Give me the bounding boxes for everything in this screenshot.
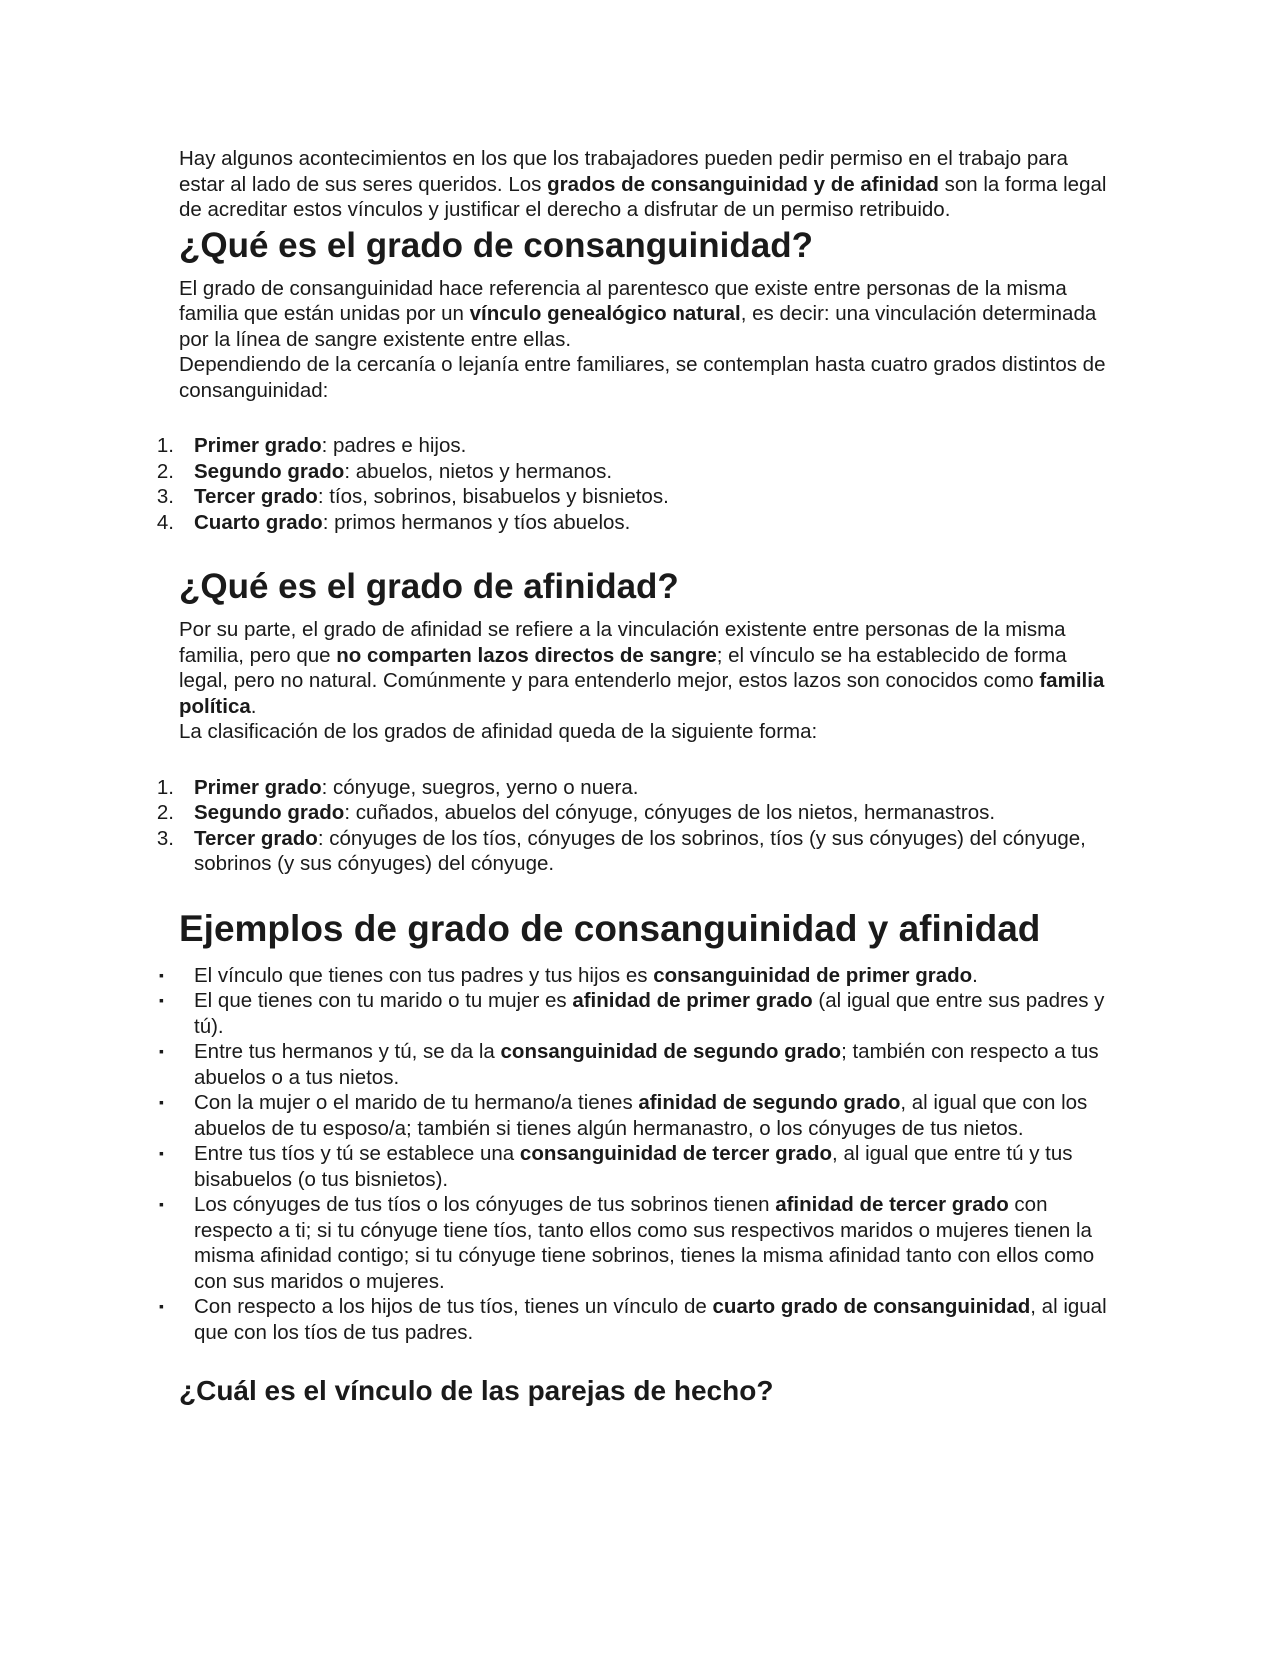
heading-parejas-de-hecho: ¿Cuál es el vínculo de las parejas de hecho? xyxy=(179,1375,774,1406)
square-bullet-icon: ▪ xyxy=(159,1043,164,1059)
list-item: 4. Cuarto grado: primos hermanos y tíos abuelos. xyxy=(156,510,631,534)
square-bullet-icon: ▪ xyxy=(159,1094,164,1110)
list-item: 1. Primer grado: padres e hijos. xyxy=(156,434,467,457)
document-body xyxy=(156,146,1109,1409)
list-item: 2. Segundo grado: cuñados, abuelos del cónyuge, cónyuges de los nietos, hermanastros. xyxy=(156,801,996,824)
list-item: 2. Segundo grado: abuelos, nietos y hermanos. xyxy=(156,459,613,483)
heading-consanguinidad: ¿Qué es el grado de consanguinidad? xyxy=(179,225,813,265)
square-bullet-icon: ▪ xyxy=(159,1298,164,1314)
list-item: ▪ Con respecto a los hijos de tus tíos, tienes un vínculo de cuarto grado de consanguinidad, al igual que con los tíos de tus padres. xyxy=(159,1295,1107,1344)
list-item: 3. Tercer grado: cónyuges de los tíos, cónyuges de los sobrinos, tíos (y sus cónyuges) del cónyuge, sobrinos (y sus cónyuges) del cónyuge. xyxy=(156,826,1086,875)
list-item: ▪ Con la mujer o el marido de tu hermano/a tienes afinidad de segundo grado, al igual que con los abuelos de tu esposo/a; también si tienes algún hermanastro, o los cónyuges de tus nietos. xyxy=(159,1091,1088,1140)
list-item: ▪ Entre tus tíos y tú se establece una consanguinidad de tercer grado, al igual que entre tú y tus bisabuelos (o tus bisnietos). xyxy=(159,1142,1073,1191)
square-bullet-icon: ▪ xyxy=(159,1196,164,1212)
afinidad-paragraph: Por su parte, el grado de afinidad se refiere a la vinculación existente entre personas de la misma familia, pero que no comparten lazos directos de sangre; el vínculo se ha establecido de forma legal, pero no natural. Comúnmente y para entenderlo mejor, estos lazos son conocidos como familia política. La clasificación de los grados de afinidad queda de la siguiente forma: xyxy=(179,618,1105,743)
intro-paragraph: Hay algunos acontecimientos en los que los trabajadores pueden pedir permiso en el trabajo para estar al lado de sus seres queridos. Los grados de consanguinidad y de afinidad son la forma legal de acreditar estos vínculos y justificar el derecho a disfrutar de un permiso retribuido. xyxy=(179,147,1107,221)
list-item: 1. Primer grado: cónyuge, suegros, yerno o nuera. xyxy=(156,775,639,799)
afinidad-list xyxy=(156,775,1109,877)
list-item: 3. Tercer grado: tíos, sobrinos, bisabuelos y bisnietos. xyxy=(156,485,669,508)
square-bullet-icon: ▪ xyxy=(159,992,164,1008)
list-item: ▪ El vínculo que tienes con tus padres y tus hijos es consanguinidad de primer grado. xyxy=(159,963,978,987)
heading-ejemplos: Ejemplos de grado de consanguinidad y afinidad xyxy=(179,907,1041,949)
heading-afinidad: ¿Qué es el grado de afinidad? xyxy=(179,567,679,606)
consanguinidad-list xyxy=(156,433,1109,535)
list-item: ▪ El que tienes con tu marido o tu mujer es afinidad de primer grado (al igual que entre sus padres y tú). xyxy=(159,989,1105,1038)
consanguinidad-paragraph: El grado de consanguinidad hace referencia al parentesco que existe entre personas de la misma familia que están unidas por un vínculo genealógico natural, es decir: una vinculación determinada por la línea de sangre existente entre ellas. Dependiendo de la cercanía o lejanía entre familiares, se contemplan hasta cuatro grados distintos de consanguinidad: xyxy=(179,276,1106,402)
list-item: ▪ Los cónyuges de tus tíos o los cónyuges de tus sobrinos tienen afinidad de tercer grado con respecto a ti; si tu cónyuge tiene tíos, tanto ellos como sus respectivos maridos o mujeres tienen la misma afinidad contigo; si tu cónyuge tiene sobrinos, tienes la misma afinidad tanto con ellos como con sus maridos o mujeres. xyxy=(159,1193,1095,1293)
square-bullet-icon: ▪ xyxy=(159,966,164,983)
ejemplos-list xyxy=(159,963,1109,1346)
square-bullet-icon: ▪ xyxy=(159,1145,164,1161)
list-item: ▪ Entre tus hermanos y tú, se da la consanguinidad de segundo grado; también con respecto a tus abuelos o a tus nietos. xyxy=(159,1040,1099,1089)
